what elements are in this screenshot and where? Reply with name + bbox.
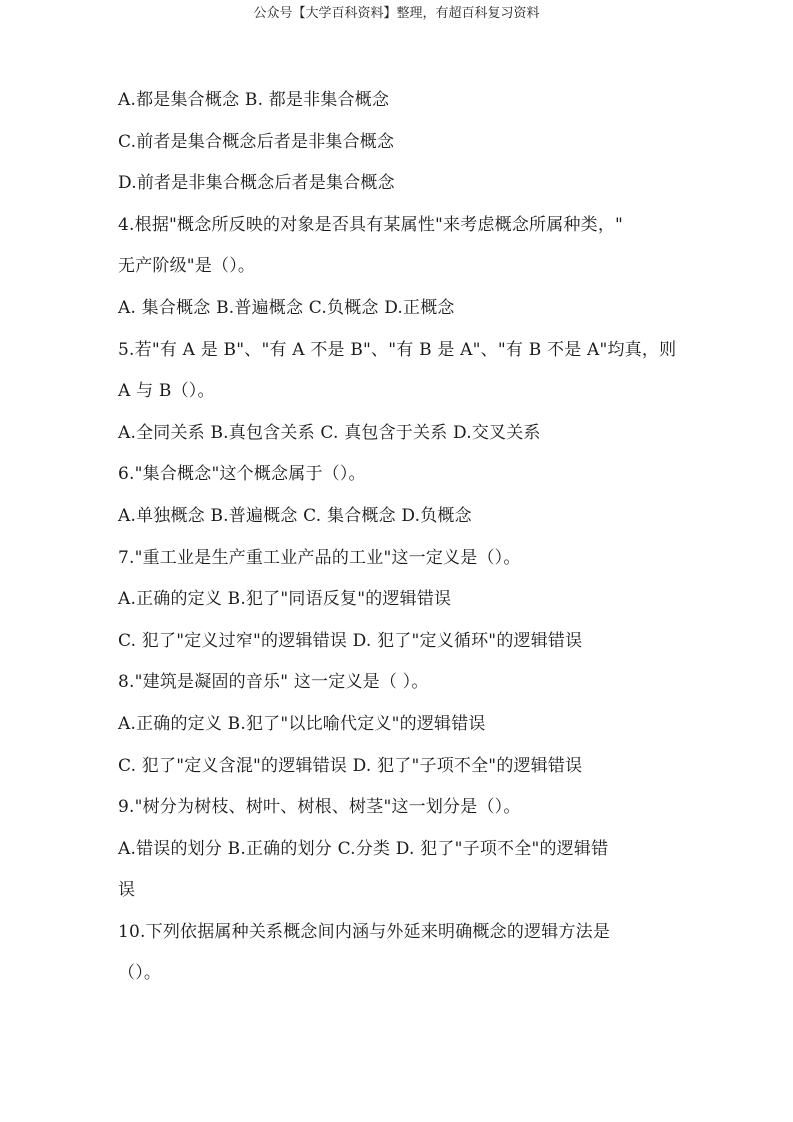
question-9: 9."树分为树枝、树叶、树根、树茎"这一划分是（）。 <box>118 797 521 818</box>
question-8: 8."建筑是凝固的音乐" 这一定义是（ ）。 <box>118 672 429 693</box>
text-line: 误 <box>118 880 136 901</box>
text-line: A. 集合概念 B.普遍概念 C.负概念 D.正概念 <box>118 297 455 318</box>
text-line: C. 犯了"定义过窄"的逻辑错误 D. 犯了"定义循环"的逻辑错误 <box>118 630 583 651</box>
text-line: A.错误的划分 B.正确的划分 C.分类 D. 犯了"子项不全"的逻辑错 <box>118 838 609 859</box>
text-line: A.全同关系 B.真包含关系 C. 真包含于关系 D.交叉关系 <box>118 422 541 443</box>
document-body <box>118 80 698 995</box>
page-header: 公众号【大学百科资料】整理，有超百科复习资料 <box>253 6 540 21</box>
text-line: A.正确的定义 B.犯了"以比喻代定义"的逻辑错误 <box>118 713 486 734</box>
text-line: A.都是集合概念 B. 都是非集合概念 <box>118 90 390 110</box>
text-line: A 与 B（）。 <box>118 381 215 402</box>
text-line: （）。 <box>118 963 162 984</box>
text-line: D.前者是非集合概念后者是集合概念 <box>118 173 395 194</box>
text-line: C. 犯了"定义含混"的逻辑错误 D. 犯了"子项不全"的逻辑错误 <box>118 755 583 776</box>
text-line: 无产阶级"是（）。 <box>118 256 256 277</box>
text-line: A.正确的定义 B.犯了"同语反复"的逻辑错误 <box>118 589 452 610</box>
question-10: 10.下列依据属种关系概念间内涵与外延来明确概念的逻辑方法是 <box>118 921 611 942</box>
question-6: 6."集合概念"这个概念属于（）。 <box>118 464 366 485</box>
question-7: 7."重工业是生产重工业产品的工业"这一定义是（）。 <box>118 547 521 568</box>
question-4: 4.根据"概念所反映的对象是否具有某属性"来考虑概念所属种类，" <box>118 214 624 235</box>
text-line: A.单独概念 B.普遍概念 C. 集合概念 D.负概念 <box>118 505 472 526</box>
text-line: C.前者是集合概念后者是非集合概念 <box>118 131 395 152</box>
question-5: 5.若"有 A 是 B"、"有 A 不是 B"、"有 B 是 A"、"有 B 不是 A"均真，则 <box>118 339 677 360</box>
